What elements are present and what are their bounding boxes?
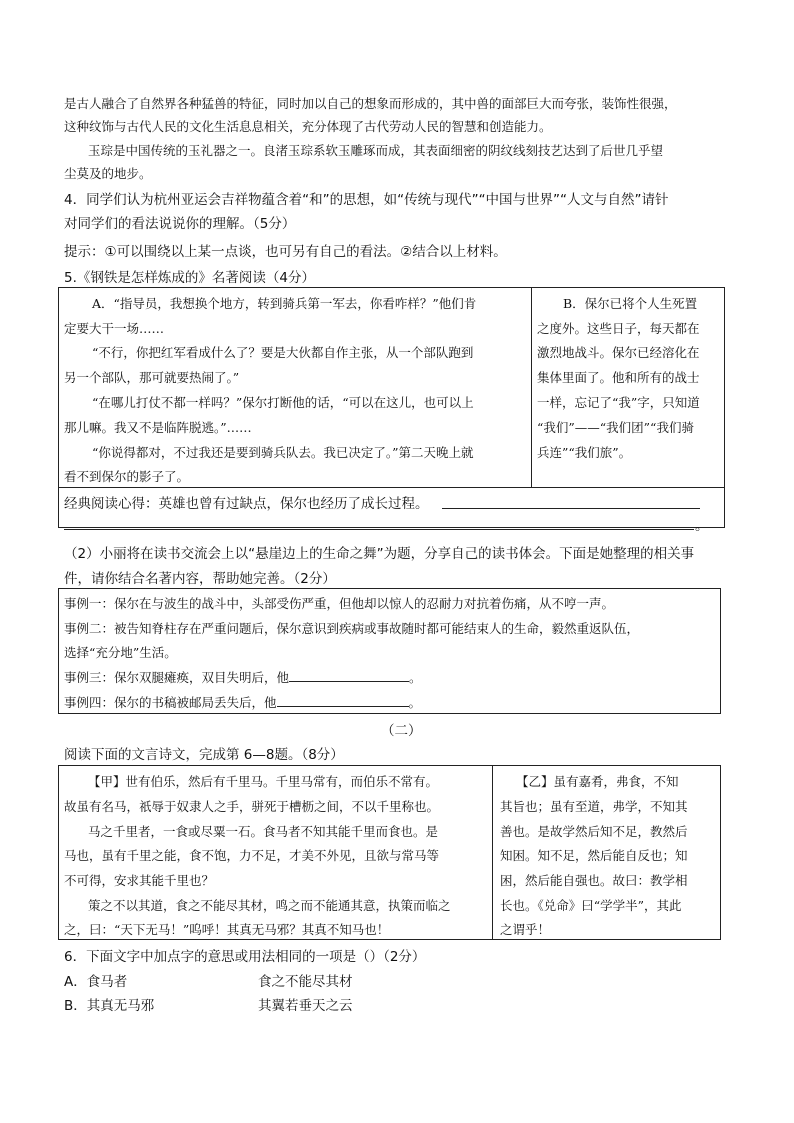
passage-b-line: 集体里面了。他和所有的战士 [537,370,700,385]
q5-2-line-2: 件，请你结合名著内容，帮助她完善。（2分） [64,571,336,587]
intro-line-4: 尘莫及的地步。 [64,166,152,181]
q6-stem: 6．下面文字中加点字的意思或用法相同的一项是（）（2分） [64,949,426,965]
reading-note-end: 。 [695,518,709,534]
reading-note-blank-2[interactable] [64,529,694,530]
q5-title: 5.《钢铁是怎样炼成的》名著阅读（4分） [64,270,315,286]
q6-option-a-left: A．食马者 [64,974,128,990]
q6-option-b-right: 其翼若垂天之云 [258,998,353,1014]
q5-2-line-1: （2）小丽将在读书交流会上以“悬崖边上的生命之舞”为题，分享自己的读书体会。下面是她整理的相关事 [64,546,695,562]
example-4-blank[interactable] [277,694,409,707]
q5-table-divider [531,287,532,487]
passage-b-line: 之度外。这些日子，每天都在 [537,321,700,336]
intro-line-1: 是古人融合了自然界各种猛兽的特征，同时加以自己的想象而形成的，其中兽的面部巨大而夸张，装饰性很强， [64,96,677,111]
q4-hint: 提示：①可以围绕以上某一点谈，也可另有自己的看法。②结合以上材料。 [64,244,507,260]
reading-note-blank-1[interactable] [442,508,700,509]
q4-line-1: 4．同学们认为杭州亚运会吉祥物蕴含着“和”的思想，如“传统与现代”“中国与世界”“人文与自然”请针 [64,192,669,208]
q6-option-b-left: B．其真无马邪 [64,998,155,1014]
yi-line: 善也。是故学然后知不足，教然后 [500,824,688,839]
jia-line: 不可得，安求其能千里也？ [64,873,215,888]
q5-table-row-divider [58,487,725,488]
example-4 [64,693,421,711]
passage-a-line: “在哪儿打仗不都一样吗？”保尔打断他的话，“可以在这儿，也可以上 [92,395,474,410]
q6-option-a-right: 食之不能尽其材 [258,974,353,990]
classical-table-divider [492,765,493,940]
section-instruction: 阅读下面的文言诗文，完成第 6—8题。（8分） [64,747,344,763]
jia-line: 马之千里者，一食或尽粟一石。食马者不知其能千里而食也。是 [88,824,439,839]
yi-line: 困，然后能自强也。故曰：教学相 [500,873,688,888]
passage-b-line: B．保尔已将个人生死置 [563,296,698,311]
passage-a-line: 看不到保尔的影子了。 [64,469,190,484]
example-2-cont: 选择“充分地”生活。 [64,645,177,660]
passage-a-line: “不行，你把红军看成什么了？要是大伙都自作主张，从一个部队跑到 [92,345,474,360]
yi-line: 【乙】虽有嘉肴，弗食，不知 [516,774,679,789]
example-3-text: 事例三：保尔双腿瘫痪，双目失明后，他 [64,670,290,685]
intro-line-2: 这种纹饰与古代人民的文化生活息息相关，充分体现了古代劳动人民的智慧和创造能力。 [64,119,552,134]
passage-a-line: 定要大干一场…… [64,321,165,336]
example-4-end: 。 [408,695,422,710]
jia-line: 故虽有名马，祇辱于奴隶人之手，骈死于槽枥之间，不以千里称也。 [64,799,440,814]
section-heading: （二） [381,723,422,739]
example-3-end: 。 [409,670,422,685]
passage-a-line: 另一个部队，那可就要热闹了。” [64,370,240,385]
jia-line: 之，曰：“天下无马！”呜呼！其真无马邪？其真不知马也！ [64,922,390,937]
yi-line: 长也。《兑命》曰“学学半”，其此 [500,898,682,913]
example-2: 事例二：被告知脊柱存在严重问题后，保尔意识到疾病或事故随时都可能结束人的生命，毅然重返队伍， [64,621,640,636]
passage-a-line: 那儿嘛。我又不是临阵脱逃。”…… [64,420,252,435]
example-1: 事例一：保尔在与波生的战斗中，头部受伤严重，但他却以惊人的忍耐力对抗着伤痛，从不哼一声。 [64,596,615,611]
passage-b-line: 兵连”“我们旅”。 [537,445,632,460]
example-4-text: 事例四：保尔的书稿被邮局丢失后，他 [64,695,277,710]
passage-a-line: “你说得都对，不过我还是要到骑兵队去。我已决定了。”第二天晚上就 [92,445,474,460]
yi-line: 之谓乎！ [500,922,551,937]
passage-b-line: 一样，忘记了“我”字，只知道 [537,395,700,410]
yi-line: 其旨也；虽有至道，弗学，不知其 [500,799,688,814]
yi-line: 知困。知不足，然后能自反也；知 [500,848,688,863]
jia-line: 【甲】世有伯乐，然后有千里马。千里马常有，而伯乐不常有。 [88,774,439,789]
passage-b-line: “我们”——“我们团”“我们骑 [537,420,694,435]
passage-a-line: A．“指导员，我想换个地方，转到骑兵第一军去，你看咋样？”他们肯 [92,296,477,311]
jia-line: 马也，虽有千里之能，食不饱，力不足，才美不外见，且欲与常马等 [64,848,440,863]
intro-line-3: 玉琮是中国传统的玉礼器之一。良渚玉琮系软玉雕琢而成，其表面细密的阴纹线刻技艺达到了后世几乎望 [88,143,664,158]
q4-line-2: 对同学们的看法说说你的理解。（5分） [64,216,296,232]
jia-line: 策之不以其道，食之不能尽其材，鸣之而不能通其意，执策而临之 [88,898,451,913]
example-3-blank[interactable] [289,669,409,682]
reading-note-label: 经典阅读心得：英雄也曾有过缺点，保尔也经历了成长过程。 [64,496,429,512]
example-3 [64,668,422,686]
passage-b-line: 激烈地战斗。保尔已经溶化在 [537,345,700,360]
